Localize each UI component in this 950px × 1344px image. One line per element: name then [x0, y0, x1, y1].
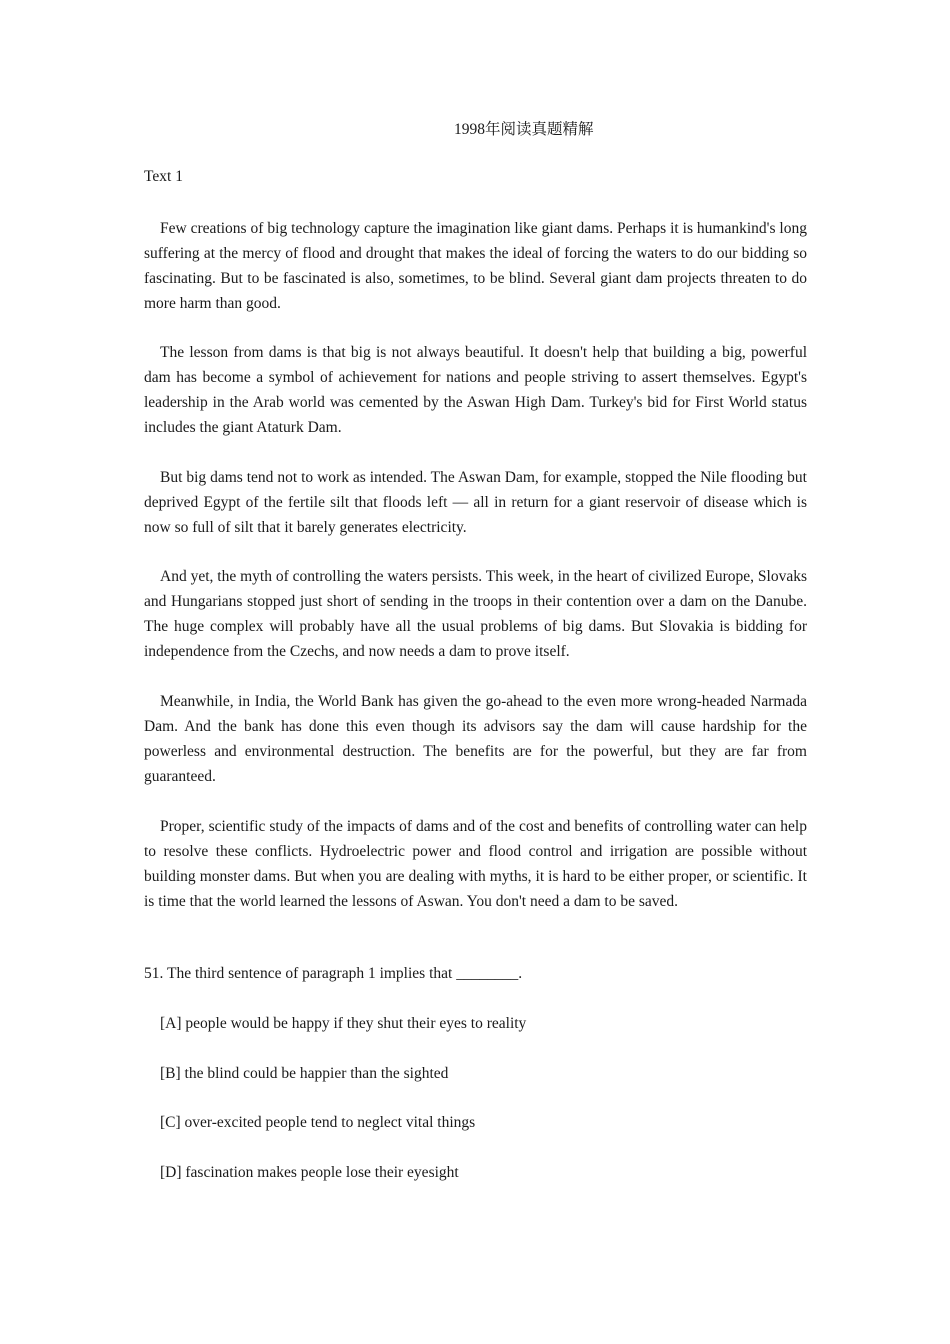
- paragraph-2: The lesson from dams is that big is not always beautiful. It doesn't help that building a big, powerful dam has become a symbol of achievement for nations and people striving to assert themselves. Egypt's leadership in the Arab world was cemented by the Aswan High Dam. Turkey's bid for First World status includes the giant Ataturk Dam.: [144, 344, 807, 436]
- paragraph-1: Few creations of big technology capture the imagination like giant dams. Perhaps it is humankind's long suffering at the mercy of flood and drought that makes the ideal of forcing the waters to do our bidding so fascinating. But to be fascinated is also, sometimes, to be blind. Several giant dam projects threaten to do more harm than good.: [144, 220, 807, 312]
- paragraph-4: And yet, the myth of controlling the waters persists. This week, in the heart of civilized Europe, Slovaks and Hungarians stopped just short of sending in the troops in their contention over a dam on the Danube. The huge complex will probably have all the usual problems of big dams. But Slovakia is bidding for independence from the Czechs, and now needs a dam to prove itself.: [144, 568, 807, 660]
- section-label: Text 1: [144, 168, 183, 185]
- answer-option-b: [B] the blind could be happier than the sighted: [160, 1065, 449, 1082]
- answer-option-a: [A] people would be happy if they shut their eyes to reality: [160, 1015, 527, 1032]
- answer-option-c: [C] over-excited people tend to neglect vital things: [160, 1114, 476, 1131]
- paragraph-5: Meanwhile, in India, the World Bank has given the go-ahead to the even more wrong-headed Narmada Dam. And the bank has done this even though its advisors say the dam will cause hardship for the powerless and environmental destruction. The benefits are for the powerful, but they are far from guaranteed.: [144, 693, 807, 785]
- question-stem: 51. The third sentence of paragraph 1 implies that ________.: [144, 965, 523, 982]
- paragraph-6: Proper, scientific study of the impacts of dams and of the cost and benefits of controlling water can help to resolve these conflicts. Hydroelectric power and flood control and irrigation are possible without building monster dams. But when you are dealing with myths, it is hard to be either proper, or scientific. It is time that the world learned the lessons of Aswan. You don't need a dam to be saved.: [144, 818, 807, 910]
- answer-option-d: [D] fascination makes people lose their eyesight: [160, 1164, 459, 1181]
- document-title: 1998年阅读真题精解: [454, 121, 594, 138]
- paragraph-3: But big dams tend not to work as intended. The Aswan Dam, for example, stopped the Nile flooding but deprived Egypt of the fertile silt that floods left — all in return for a giant reservoir of disease which is now so full of silt that it barely generates electricity.: [144, 469, 807, 536]
